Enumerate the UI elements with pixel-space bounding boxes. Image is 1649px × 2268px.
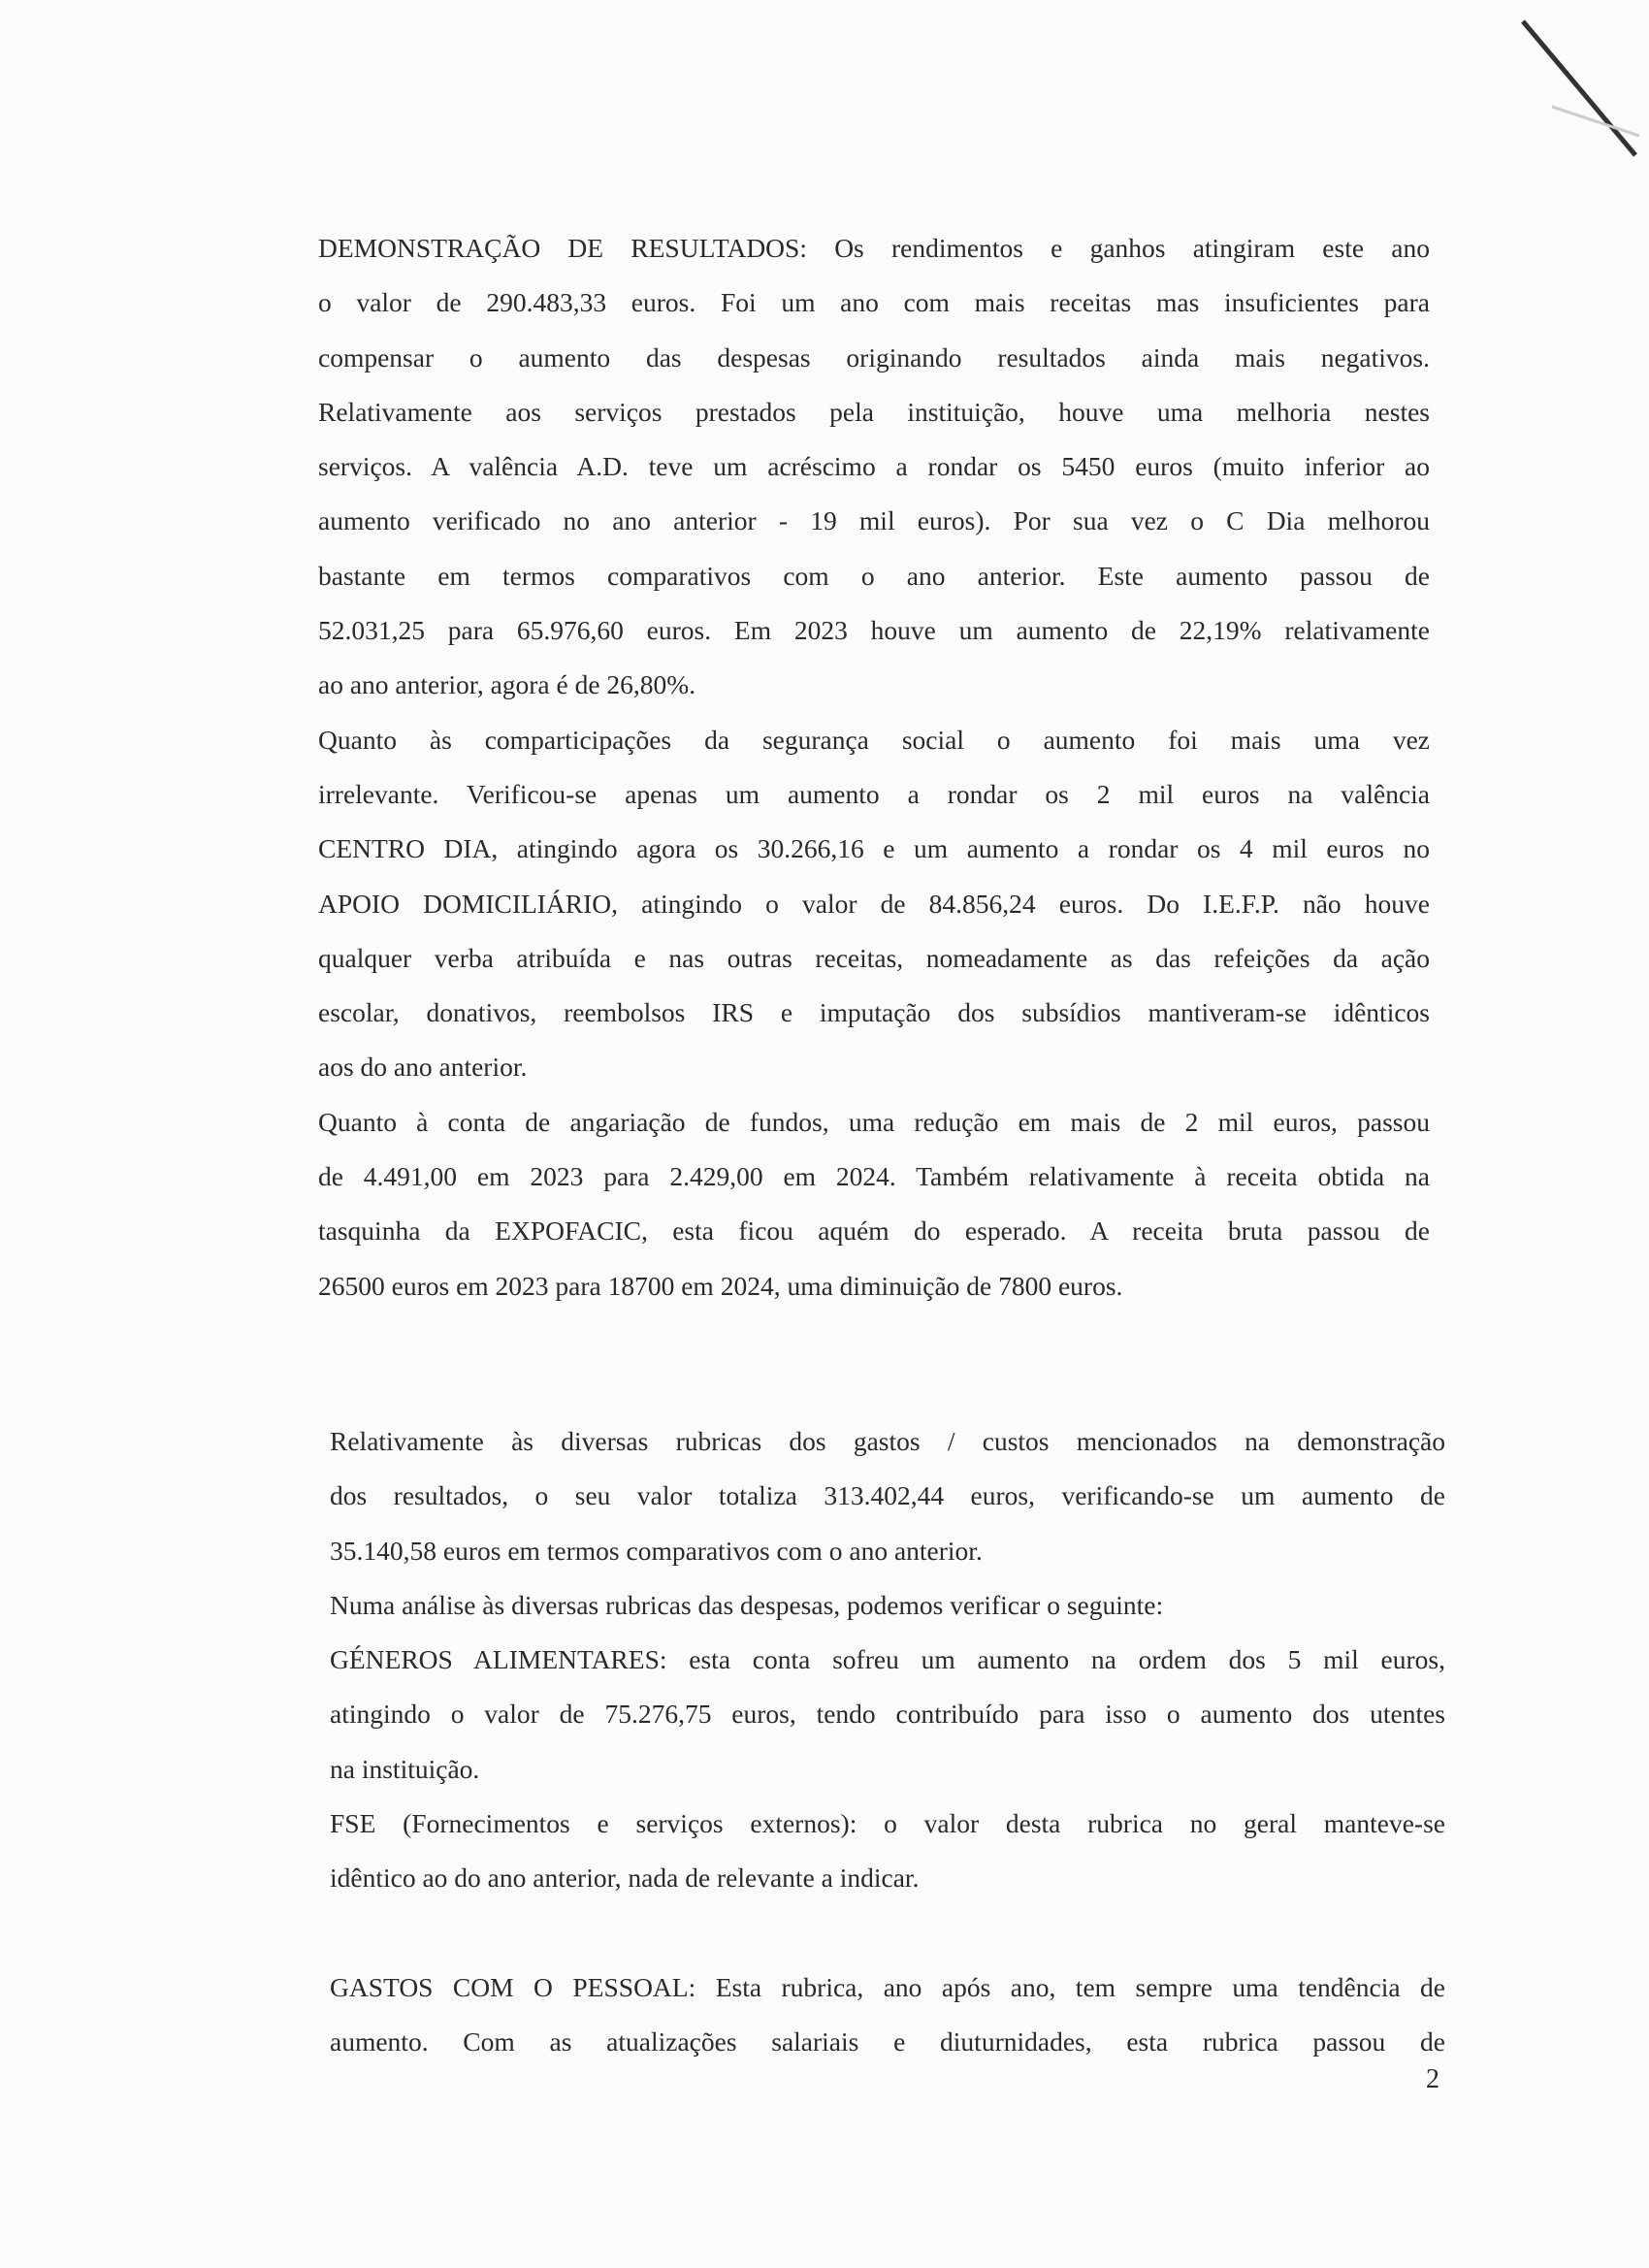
text-line: idêntico ao do ano anterior, nada de relevante a indicar. [330,1863,920,1894]
blank-line [330,1906,1445,1960]
document-text-block-expenses [330,1414,1445,2070]
text-line: DEMONSTRAÇÃO DE RESULTADOS: Os rendimentos e ganhos atingiram este ano [318,233,1430,263]
text-line: irrelevante. Verificou-se apenas um aumento a rondar os 2 mil euros na valência [318,778,1430,809]
text-line: de 4.491,00 em 2023 para 2.429,00 em 2024. Também relativamente à receita obtida na [318,1161,1430,1192]
text-line: Relativamente às diversas rubricas dos gastos / custos mencionados na demonstração [330,1426,1445,1456]
text-line: escolar, donativos, reembolsos IRS e imputação dos subsídios mantiveram-se idênticos [318,997,1430,1028]
text-line: na instituição. [330,1753,480,1784]
text-line: dos resultados, o seu valor totaliza 313.402,44 euros, verificando-se um aumento de [330,1480,1445,1511]
page-corner-fold-mark [0,0,1649,194]
text-line: aumento verificado no ano anterior - 19 mil euros). Por sua vez o C Dia melhorou [318,505,1430,536]
text-line: ao ano anterior, agora é de 26,80%. [318,669,696,700]
text-line: atingindo o valor de 75.276,75 euros, tendo contribuído para isso o aumento dos utentes [330,1699,1445,1730]
document-text-block-revenue [318,221,1430,1313]
text-line: 26500 euros em 2023 para 18700 em 2024, uma diminuição de 7800 euros. [318,1270,1123,1301]
text-line: 35.140,58 euros em termos comparativos com o ano anterior. [330,1535,983,1566]
text-line: serviços. A valência A.D. teve um acréscimo a rondar os 5450 euros (muito inferior ao [318,451,1430,482]
text-line: Numa análise às diversas rubricas das despesas, podemos verificar o seguinte: [330,1589,1164,1620]
text-line: Quanto às comparticipações da segurança social o aumento foi mais uma vez [318,724,1430,755]
text-line: aumento. Com as atualizações salariais e diuturnidades, esta rubrica passou de [330,2026,1445,2057]
text-line: APOIO DOMICILIÁRIO, atingindo o valor de 84.856,24 euros. Do I.E.F.P. não houve [318,888,1430,919]
text-line: bastante em termos comparativos com o ano anterior. Este aumento passou de [318,560,1430,591]
text-line: tasquinha da EXPOFACIC, esta ficou aquém do esperado. A receita bruta passou de [318,1215,1430,1247]
text-line: GÉNEROS ALIMENTARES: esta conta sofreu um aumento na ordem dos 5 mil euros, [330,1644,1445,1675]
page-number: 2 [1426,2064,1439,2094]
text-line: Relativamente aos serviços prestados pela instituição, houve uma melhoria nestes [318,396,1430,427]
text-line: 52.031,25 para 65.976,60 euros. Em 2023 houve um aumento de 22,19% relativamente [318,615,1430,646]
text-line: qualquer verba atribuída e nas outras receitas, nomeadamente as das refeições da ação [318,942,1430,973]
text-line: FSE (Fornecimentos e serviços externos): o valor desta rubrica no geral manteve-se [330,1808,1445,1839]
text-line: CENTRO DIA, atingindo agora os 30.266,16 e um aumento a rondar os 4 mil euros no [318,833,1430,864]
text-line: compensar o aumento das despesas originando resultados ainda mais negativos. [318,341,1430,373]
text-line: GASTOS COM O PESSOAL: Esta rubrica, ano após ano, tem sempre uma tendência de [330,1971,1445,2002]
text-line: aos do ano anterior. [318,1052,528,1083]
text-line: Quanto à conta de angariação de fundos, uma redução em mais de 2 mil euros, passou [318,1106,1430,1137]
text-line: o valor de 290.483,33 euros. Foi um ano com mais receitas mas insuficientes para [318,287,1430,318]
